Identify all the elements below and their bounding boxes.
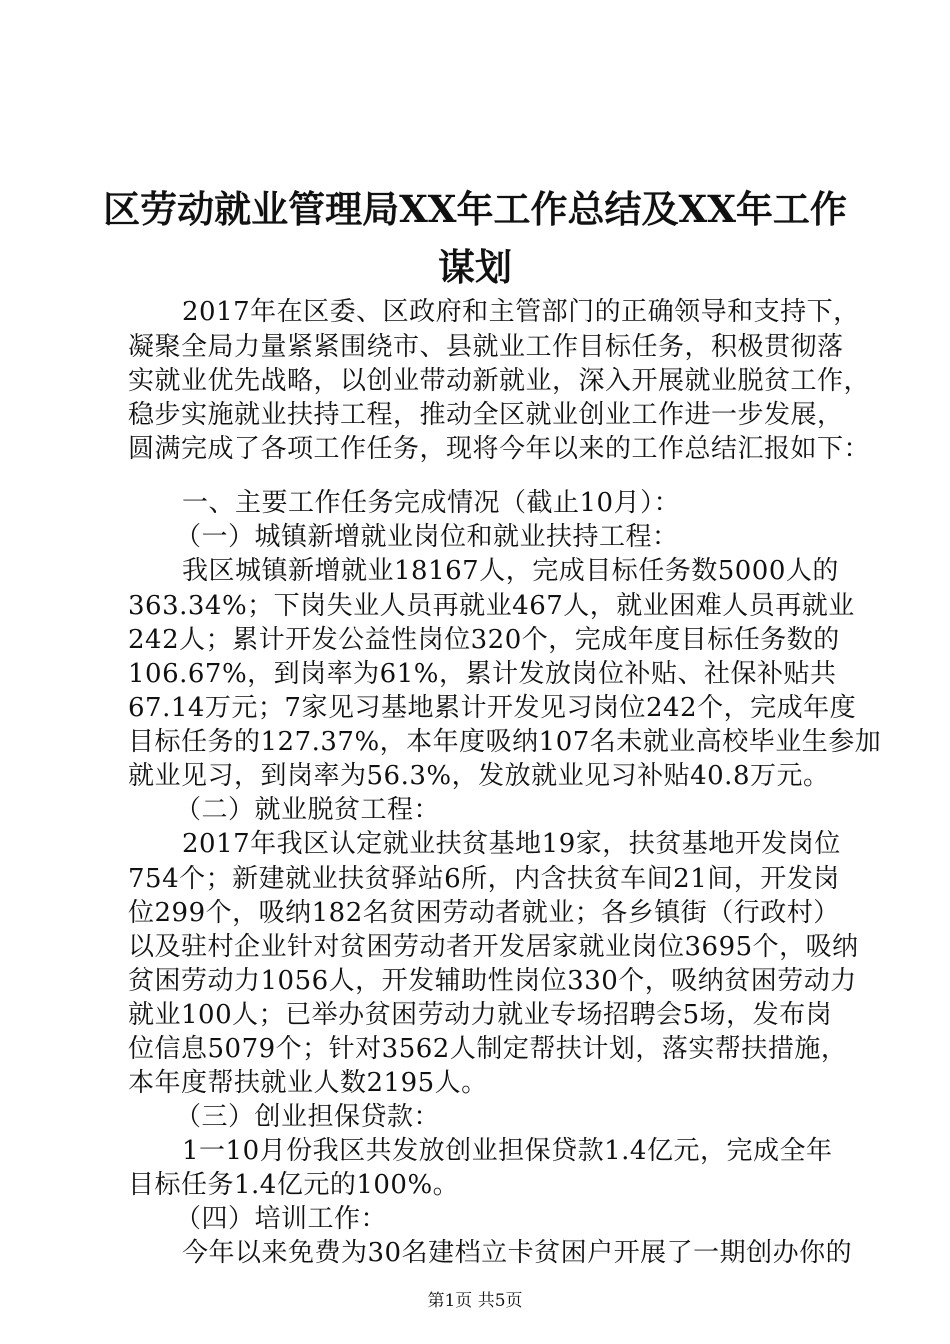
paragraph-line: 242人；累计开发公益性岗位320个，完成年度目标任务数的 (128, 625, 840, 655)
paragraph-line: 2017年我区认定就业扶贫基地19家，扶贫基地开发岗位 (182, 829, 841, 859)
paragraph-line: 754个；新建就业扶贫驿站6所，内含扶贫车间21间，开发岗 (128, 864, 840, 894)
intro-line: 2017年在区委、区政府和主管部门的正确领导和支持下， (182, 297, 860, 327)
intro-line: 凝聚全局力量紧紧围绕市、县就业工作目标任务，积极贯彻落 (128, 332, 844, 362)
page-number-footer: 第1页 共5页 (427, 1291, 523, 1311)
paragraph-line: 本年度帮扶就业人数2195人。 (128, 1068, 488, 1098)
paragraph-line: 就业100人；已举办贫困劳动力就业专场招聘会5场，发布岗 (128, 1000, 833, 1030)
paragraph-line: 今年以来免费为30名建档立卡贫困户开展了一期创办你的 (182, 1238, 853, 1268)
paragraph-line: 106.67%，到岗率为61%，累计发放岗位补贴、社保补贴共 (128, 659, 837, 689)
subsection-heading: （四）培训工作： (175, 1204, 388, 1234)
document-title-line-1: 区劳动就业管理局XX年工作总结及XX年工作 (103, 187, 847, 231)
paragraph-line: 67.14万元；7家见习基地累计开发见习岗位242个，完成年度 (128, 693, 857, 723)
paragraph-line: 我区城镇新增就业18167人，完成目标任务数5000人的 (182, 556, 839, 586)
intro-line: 稳步实施就业扶持工程，推动全区就业创业工作进一步发展， (128, 400, 844, 430)
section-heading: 一、主要工作任务完成情况（截止10月）： (182, 488, 681, 518)
paragraph-line: 363.34%；下岗失业人员再就业467人，就业困难人员再就业 (128, 591, 855, 621)
paragraph-line: 贫困劳动力1056人，开发辅助性岗位330个，吸纳贫困劳动力 (128, 966, 857, 996)
intro-line: 实就业优先战略，以创业带动新就业，深入开展就业脱贫工作， (128, 366, 871, 396)
paragraph-line: 位信息5079个；针对3562人制定帮扶计划，落实帮扶措施， (128, 1034, 848, 1064)
subsection-heading: （三）创业担保贷款： (175, 1102, 441, 1132)
paragraph-line: 就业见习，到岗率为56.3%，发放就业见习补贴40.8万元。 (128, 761, 830, 791)
document-title-line-2: 谋划 (438, 245, 512, 289)
paragraph-line: 1一10月份我区共发放创业担保贷款1.4亿元，完成全年 (182, 1136, 833, 1166)
subsection-heading: （二）就业脱贫工程： (175, 795, 441, 825)
paragraph-line: 以及驻村企业针对贫困劳动者开发居家就业岗位3695个，吸纳 (128, 932, 859, 962)
paragraph-line: 目标任务的127.37%，本年度吸纳107名未就业高校毕业生参加 (128, 727, 882, 757)
paragraph-line: 位299个，吸纳182名贫困劳动者就业；各乡镇街（行政村） (128, 898, 840, 928)
intro-line: 圆满完成了各项工作任务，现将今年以来的工作总结汇报如下： (128, 434, 871, 464)
subsection-heading: （一）城镇新增就业岗位和就业扶持工程： (175, 522, 679, 552)
paragraph-line: 目标任务1.4亿元的100%。 (128, 1170, 460, 1200)
